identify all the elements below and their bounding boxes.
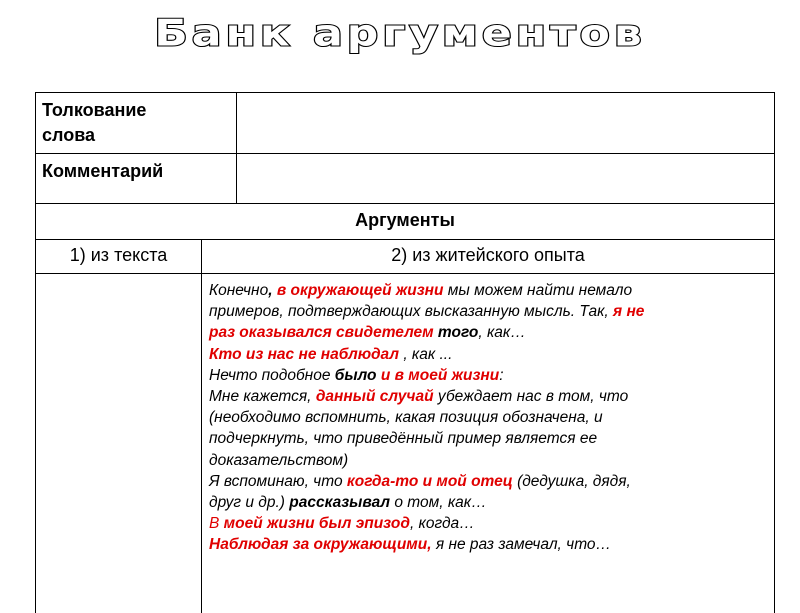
phrase-segment: я не	[613, 303, 645, 321]
phrase-segment: в окружающей жизни	[276, 282, 444, 299]
comment-label: Комментарий	[42, 161, 164, 181]
phrase-segment: , как…	[478, 324, 526, 342]
phrase-segment: Наблюдая за окружающими,	[209, 536, 432, 554]
phrase-segment: :	[499, 366, 504, 384]
arguments-table	[35, 92, 775, 613]
column-header-from-text: 1) из текста	[69, 245, 168, 265]
phrase-segment: и в моей жизни	[380, 366, 500, 384]
phrase-line	[209, 450, 759, 471]
column-divider	[201, 239, 202, 613]
phrase-line	[209, 365, 759, 386]
interpretation-label-line1: Толкование	[42, 100, 147, 120]
phrase-line	[209, 344, 759, 365]
phrase-segment: я не раз замечал, что…	[431, 536, 612, 554]
phrase-line	[209, 301, 759, 322]
phrase-segment: моей жизни был эпизод	[223, 515, 410, 533]
phrase-segment: Я вспоминаю, что	[209, 472, 347, 490]
from-text-cell[interactable]	[36, 274, 201, 613]
row-divider	[36, 203, 774, 204]
phrase-segment: Мне кажется,	[209, 388, 316, 406]
phrase-segment: рассказывал	[289, 494, 391, 512]
phrase-segment: было	[334, 366, 377, 384]
phrase-line	[209, 407, 759, 428]
column-header-life-experience: 2) из житейского опыта	[391, 245, 585, 265]
phrase-segment: доказательством)	[209, 451, 349, 469]
phrase-segment: Кто из нас не наблюдал	[209, 345, 400, 363]
phrase-segment: друг и др.)	[209, 494, 290, 512]
phrase-segment: убеждает нас в том, что	[433, 388, 629, 406]
phrase-line	[209, 280, 759, 301]
interpretation-value-cell[interactable]	[237, 93, 774, 153]
phrase-segment: раз оказывался свидетелем	[209, 324, 434, 342]
phrase-line	[209, 322, 759, 343]
phrase-segment: В	[209, 515, 224, 533]
phrase-segment: о том, как…	[390, 494, 487, 512]
phrase-segment: данный случай	[315, 388, 434, 406]
phrase-segment: Нечто подобное	[209, 366, 335, 384]
phrase-segment: примеров, подтверждающих высказанную мысль. Так,	[209, 303, 614, 321]
phrase-segment: , когда…	[409, 515, 475, 533]
phrase-segment: , как ...	[399, 345, 453, 363]
phrase-segment: того	[433, 324, 479, 342]
phrase-line	[209, 428, 759, 449]
phrase-segment: ,	[268, 282, 277, 299]
phrase-line	[209, 492, 759, 513]
phrase-segment: подчеркнуть, что приведённый пример является ее	[209, 430, 598, 448]
page-title: Банк аргументов	[154, 12, 646, 55]
interpretation-label	[42, 98, 146, 148]
arguments-header: Аргументы	[355, 210, 455, 230]
phrase-line	[209, 471, 759, 492]
phrase-segment: когда-то и мой отец	[346, 472, 513, 490]
phrase-line	[209, 386, 759, 407]
phrase-segment: мы можем найти немало	[443, 282, 633, 299]
phrase-segment: (необходимо вспомнить, какая позиция обозначена, и	[209, 409, 603, 427]
phrase-segment: (дедушка, дядя,	[512, 472, 631, 490]
interpretation-label-line2: слова	[42, 125, 96, 145]
life-experience-phrases	[209, 280, 759, 556]
phrase-line	[209, 534, 759, 555]
phrase-segment: Конечно	[209, 282, 269, 299]
phrase-line	[209, 513, 759, 534]
comment-value-cell[interactable]	[237, 154, 774, 203]
